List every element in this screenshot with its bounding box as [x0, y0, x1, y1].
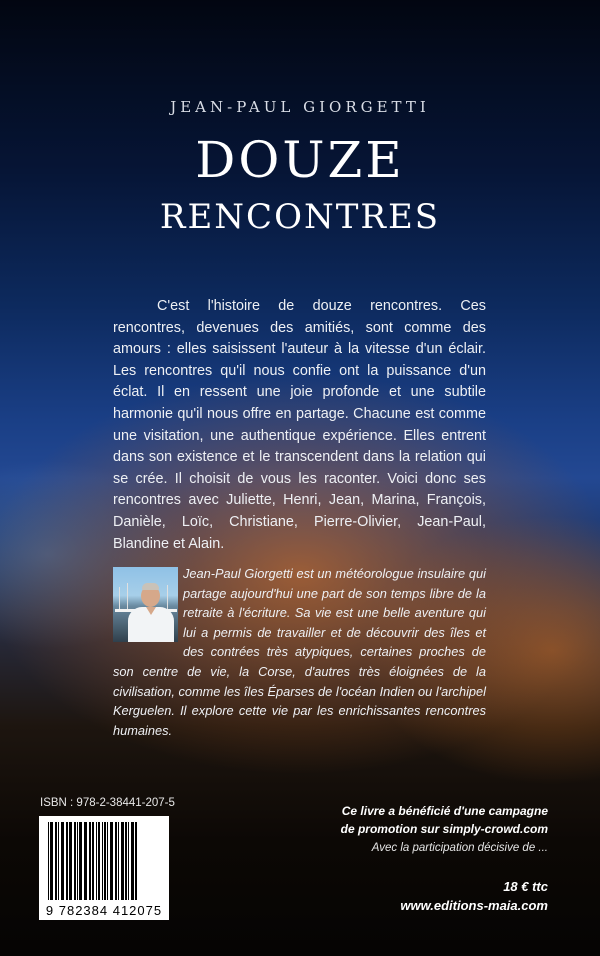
barcode-bar	[79, 822, 82, 900]
barcode-bar	[66, 822, 68, 900]
book-title: DOUZE	[195, 131, 405, 189]
promo-line-2: de promotion sur simply-crowd.com	[340, 822, 548, 836]
barcode-bar	[128, 822, 129, 900]
barcode-bar	[69, 822, 72, 900]
barcode-bar	[96, 822, 97, 900]
promo-line-1: Ce livre a bénéficié d'une campagne	[341, 804, 548, 818]
barcode-bar	[107, 822, 108, 900]
barcode-icon	[39, 816, 169, 920]
barcode-bar	[110, 822, 113, 900]
barcode-bar	[98, 822, 100, 900]
author-name: JEAN-PAUL GIORGETTI	[170, 98, 430, 116]
book-summary: C'est l'histoire de douze rencontres. Ces rencontres, devenues des amitiés, sont comme des amours : elles saisissent l'auteur à la vitesse d'un éclair. Les rencontres qu'il nous confie ont la puissance d'un éclat. Il en ressent une joie profonde et une subtile harmonie qu'il nous offre en partage. Chacune est comme une visitation, une authentique expérience. Elles entrent dans son existence et le transcendent dans la relation qui se crée. Il choisit de vous les raconter. Voici donc ses rencontres avec Juliette, Henri, Jean, Marina, François, Danièle, Loïc, Christiane, Pierre-Olivier, Jean-Paul, Blandine et Alain.	[113, 298, 486, 552]
book-subtitle: RENCONTRES	[159, 197, 441, 237]
promo-text	[341, 802, 548, 838]
barcode-bar	[131, 822, 134, 900]
price-label: 18 € ttc	[503, 879, 548, 894]
barcode-bar	[55, 822, 57, 900]
barcode-bar	[50, 822, 53, 900]
barcode-bar	[77, 822, 78, 900]
author-bio: Jean-Paul Giorgetti est un météorologue insulaire qui partage aujourd'hui une part de son temps libre de la retraite à l'écriture. Sa vie est une belle aventure qui lui a permis de travailler et de découvrir des îles et des contrées très atypiques, certaines proches de son centre de vie, la Corse, d'autres très éloignées de la civilisation, comme les îles Éparses de l'océan Indien ou l'archipel Kerguelen. Il explore cette vie par les enrichissantes rencontres humaines.	[113, 566, 486, 738]
barcode-digits: 9 782384 412075	[45, 903, 163, 918]
barcode-bar	[118, 822, 119, 900]
barcode-bar	[84, 822, 87, 900]
barcode-bar	[121, 822, 124, 900]
barcode-bar	[48, 822, 49, 900]
barcode-bar	[58, 822, 59, 900]
barcode-bar	[61, 822, 64, 900]
barcode-bars	[39, 816, 169, 904]
barcode-bar	[104, 822, 106, 900]
barcode-bar	[115, 822, 117, 900]
barcode-bar	[74, 822, 76, 900]
publisher-website: www.editions-maia.com	[400, 898, 548, 913]
barcode-bar	[92, 822, 94, 900]
isbn-label: ISBN : 978-2-38441-207-5	[40, 797, 175, 809]
barcode-bar	[125, 822, 127, 900]
barcode-bar	[102, 822, 103, 900]
barcode-bar	[135, 822, 137, 900]
partner-text: Avec la participation décisive de ...	[371, 842, 548, 854]
barcode-bar	[89, 822, 91, 900]
